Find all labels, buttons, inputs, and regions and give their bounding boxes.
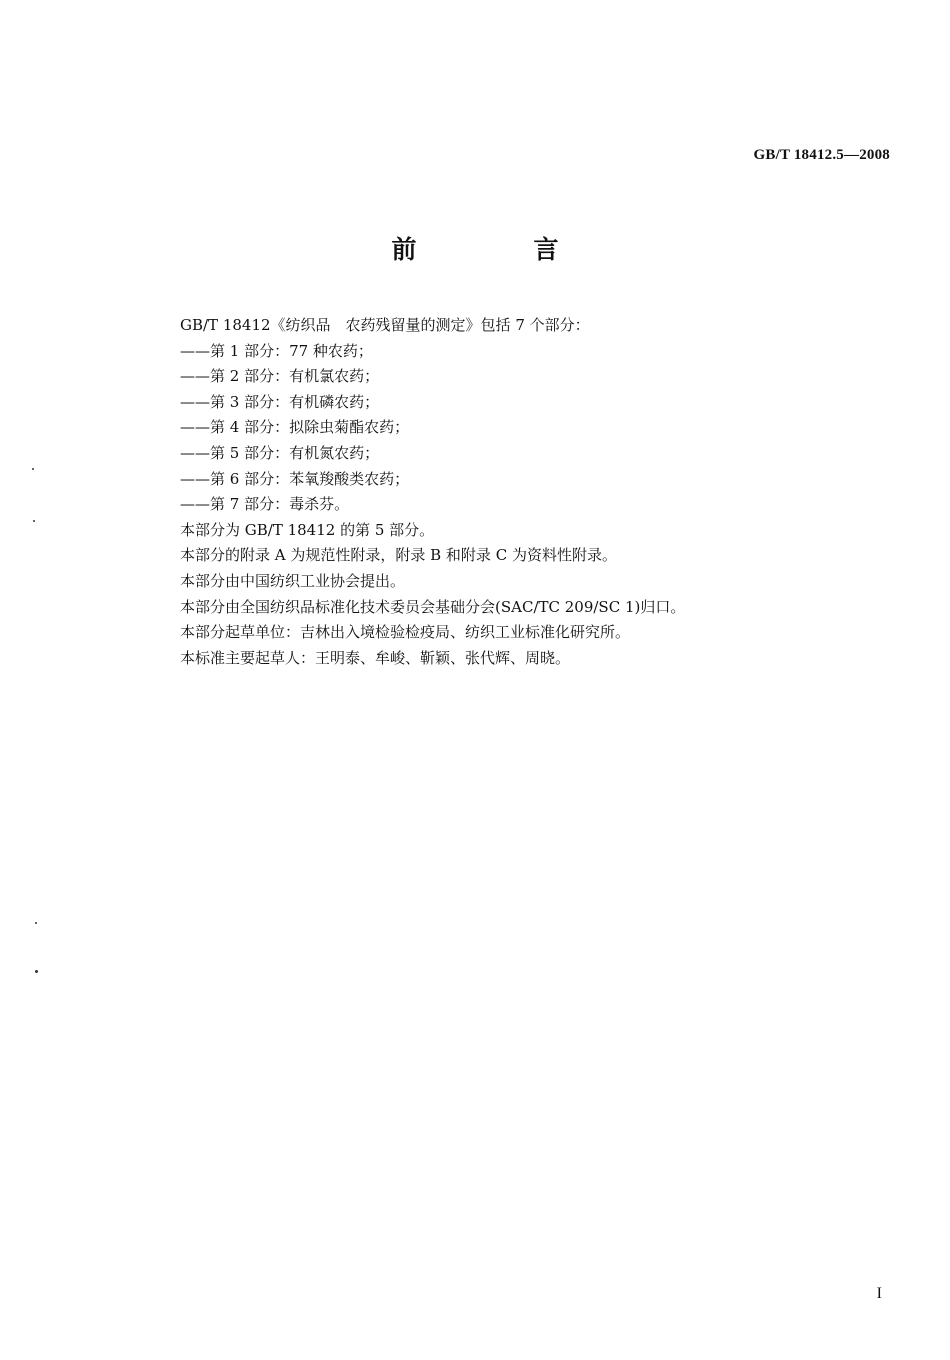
list-item-part-7: ——第 7 部分：毒杀芬。 <box>180 495 350 514</box>
list-item-part-2: ——第 2 部分：有机氯农药； <box>180 367 380 386</box>
paragraph-drafters: 本标准主要起草人：王明泰、牟峻、靳颖、张代辉、周晓。 <box>180 648 571 667</box>
scan-speck <box>33 520 35 522</box>
paragraph-proposer: 本部分由中国纺织工业协会提出。 <box>180 571 406 590</box>
list-item-part-3: ——第 3 部分：有机磷农药； <box>180 392 380 411</box>
paragraph-part-statement: 本部分为 GB/T 18412 的第 5 部分。 <box>180 520 435 539</box>
paragraph-intro: GB/T 18412《纺织品 农药残留量的测定》包括 7 个部分： <box>180 316 590 334</box>
body-text <box>180 313 880 671</box>
scan-speck <box>35 922 37 924</box>
list-item-part-5: ——第 5 部分：有机氮农药； <box>180 443 380 462</box>
standard-code: GB/T 18412.5—2008 <box>753 147 890 163</box>
list-item-part-6: ——第 6 部分：苯氧羧酸类农药； <box>180 469 410 488</box>
list-item-part-1: ——第 1 部分：77 种农药； <box>180 341 373 360</box>
page-number: I <box>876 1285 882 1302</box>
scan-speck <box>35 970 38 973</box>
paragraph-annexes: 本部分的附录 A 为规范性附录，附录 B 和附录 C 为资料性附录。 <box>180 546 617 565</box>
scan-speck <box>32 468 34 470</box>
paragraph-drafting-unit: 本部分起草单位：吉林出入境检验检疫局、纺织工业标准化研究所。 <box>180 623 631 642</box>
paragraph-centralized: 本部分由全国纺织品标准化技术委员会基础分会(SAC/TC 209/SC 1)归口。 <box>180 597 686 616</box>
page-title: 前 言 <box>391 235 605 264</box>
list-item-part-4: ——第 4 部分：拟除虫菊酯农药； <box>180 418 410 437</box>
